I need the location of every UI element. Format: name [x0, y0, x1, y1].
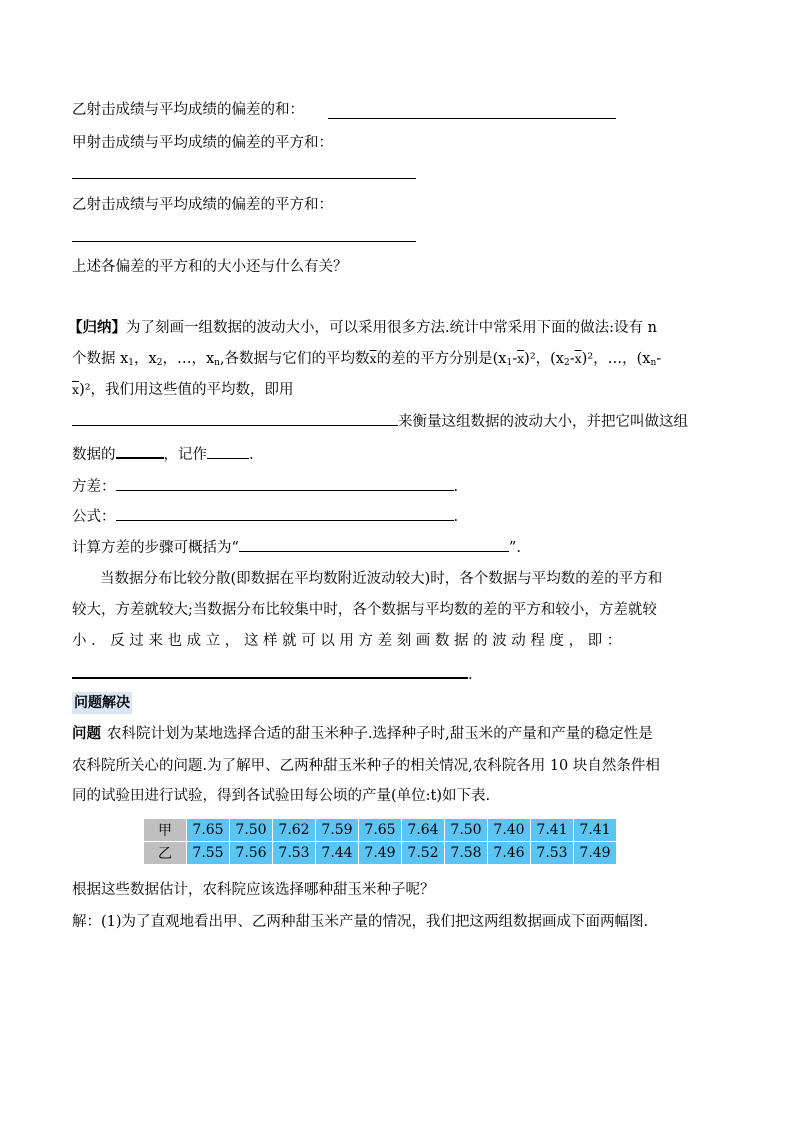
jia-square-sum-line	[72, 133, 333, 153]
summary-text: ，x	[134, 351, 157, 367]
problem-text: 农科院计划为某地选择合适的甜玉米种子.选择种子时,甜玉米的产量和产量的稳定性是	[107, 726, 653, 742]
steps-end: ”.	[508, 540, 521, 556]
table-cell: 7.40	[488, 819, 531, 842]
paragraph-text: 小．反过来也成立，这样就可以用方差刻画数据的波动程度，即：	[72, 633, 626, 649]
answer-blank[interactable]	[239, 537, 509, 552]
subscript: 1	[506, 358, 513, 368]
summary-text: ,各数据与它们的平均数	[219, 351, 370, 367]
summary-text: )²，(x	[524, 351, 564, 367]
subscript: 1	[128, 358, 135, 368]
summary-text: 来衡量这组数据的波动大小，并把它叫做这组	[398, 414, 688, 430]
summary-text: ，…，x	[162, 351, 215, 367]
table-cell: 7.64	[402, 819, 445, 842]
summary-line-4	[72, 411, 688, 432]
problem-line-1	[72, 724, 653, 744]
formula-label: 公式：	[72, 509, 116, 525]
question-line	[72, 257, 348, 277]
table-cell: 7.59	[316, 819, 359, 842]
yield-table	[143, 818, 617, 865]
table-cell: 7.53	[273, 842, 316, 865]
paragraph-line-2	[72, 600, 657, 620]
solution-line	[72, 912, 648, 932]
table-cell: 7.41	[531, 819, 574, 842]
period: .	[468, 667, 473, 683]
table-cell: 7.50	[445, 819, 488, 842]
paragraph-text: 当数据分布比较分散(即数据在平均数附近波动较大)时，各个数据与平均数的差的平方和	[100, 571, 663, 587]
table-cell: 7.65	[187, 819, 230, 842]
problem-line-3	[72, 786, 490, 806]
table-cell: 7.55	[187, 842, 230, 865]
table-cell: 7.44	[316, 842, 359, 865]
yi-square-sum-label: 乙射击成绩与平均成绩的偏差的平方和：	[72, 197, 333, 213]
question-text: 上述各偏差的平方和的大小还与什么有关？	[72, 259, 348, 275]
minus-sign: -	[569, 351, 575, 367]
yi-square-sum-line	[72, 195, 333, 215]
mean-symbol: $\overline{x}$	[574, 351, 582, 366]
table-cell: 7.50	[230, 819, 273, 842]
row-header: 乙	[144, 842, 187, 865]
yi-deviation-sum-label: 乙射击成绩与平均成绩的偏差的和：	[72, 102, 304, 118]
mean-symbol: $\overline{x}$	[369, 351, 377, 366]
answer-blank[interactable]	[116, 443, 164, 459]
steps-label: 计算方差的步骤可概括为“	[72, 540, 239, 556]
table-cell: 7.49	[574, 842, 617, 865]
problem-text: 农科院所关心的问题.为了解甲、乙两种甜玉米种子的相关情况,农科院各用 10 块自然条件相	[72, 758, 660, 774]
answer-blank[interactable]	[72, 241, 416, 242]
mean-symbol: $\overline{x}$	[72, 382, 80, 397]
table-row	[144, 819, 617, 842]
variance-label: 方差：	[72, 479, 116, 495]
summary-line-5	[72, 443, 254, 465]
section-title: 问题解决	[72, 692, 132, 714]
mean-symbol: $\overline{x}$	[517, 351, 525, 366]
table-cell: 7.46	[488, 842, 531, 865]
answer-blank[interactable]	[207, 444, 249, 459]
minus-sign: -	[512, 351, 518, 367]
summary-text: .	[249, 447, 254, 463]
table-cell: 7.53	[531, 842, 574, 865]
steps-line	[72, 537, 521, 558]
answer-blank[interactable]	[72, 677, 468, 679]
summary-text: 数据的	[72, 447, 116, 463]
summary-text: )²，…，(x	[581, 351, 651, 367]
summary-text: 为了刻画一组数据的波动大小，可以采用很多方法.统计中常采用下面的做法:设有 n	[126, 320, 657, 336]
table-cell: 7.41	[574, 819, 617, 842]
table-cell: 7.49	[359, 842, 402, 865]
answer-blank[interactable]	[72, 411, 398, 426]
paragraph-line-1	[100, 569, 662, 589]
table-cell: 7.65	[359, 819, 402, 842]
summary-line-2	[72, 349, 661, 373]
summary-tag: 【归纳】	[68, 319, 126, 336]
table-cell: 7.52	[402, 842, 445, 865]
solution-text: 解：(1)为了直观地看出甲、乙两种甜玉米产量的情况，我们把这两组数据画成下面两幅图.	[72, 914, 649, 930]
table-cell: 7.56	[230, 842, 273, 865]
formula-line: 公式： .	[72, 506, 458, 527]
answer-blank[interactable]	[72, 178, 416, 179]
variance-line: 方差： .	[72, 476, 458, 497]
paragraph-text: 较大，方差就较大;当数据分布比较集中时，各个数据与平均数的差的平方和较小，方差就较	[72, 602, 657, 618]
problem-line-2	[72, 756, 660, 776]
subscript: 2	[156, 358, 163, 368]
subscript: n	[650, 358, 657, 368]
problem-question: 根据这些数据估计，农科院应该选择哪种甜玉米种子呢？	[72, 882, 435, 898]
yi-deviation-sum-line	[72, 100, 304, 120]
summary-line-1	[68, 318, 657, 338]
summary-line-3	[72, 380, 294, 400]
summary-text: )²，我们用这些值的平均数，即用	[79, 382, 294, 398]
summary-text: 个数据 x	[72, 351, 129, 367]
answer-blank[interactable]	[116, 476, 454, 491]
subscript: 2	[563, 358, 570, 368]
table-row	[144, 842, 617, 865]
after-table-line	[72, 880, 435, 900]
problem-label: 问题	[72, 725, 101, 742]
jia-square-sum-label: 甲射击成绩与平均成绩的偏差的平方和：	[72, 135, 333, 151]
row-header: 甲	[144, 819, 187, 842]
paragraph-line-3	[72, 631, 626, 651]
answer-blank[interactable]	[116, 506, 454, 521]
summary-text: 的差的平方分别是(x	[376, 351, 507, 367]
summary-text: ，记作	[163, 447, 207, 463]
answer-blank[interactable]	[328, 118, 616, 119]
subscript: n	[214, 358, 220, 368]
problem-text: 同的试验田进行试验，得到各试验田每公顷的产量(单位:t)如下表.	[72, 788, 491, 804]
table-cell: 7.62	[273, 819, 316, 842]
table-cell: 7.58	[445, 842, 488, 865]
minus-sign: -	[656, 351, 662, 367]
